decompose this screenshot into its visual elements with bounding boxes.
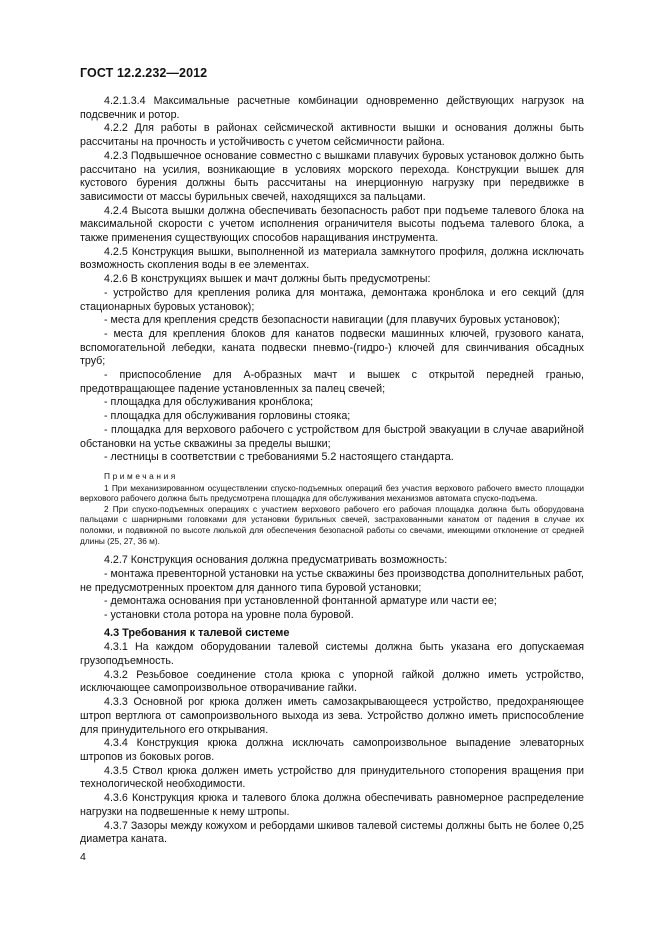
- paragraph: 4.2.7 Конструкция основания должна предусматривать возможность:: [104, 554, 448, 567]
- list-item: - места для крепления блоков для канатов подвески машинных ключей, грузового каната, вспомогательной лебедки, каната подвески пневмо-(гидро-) ключей для свинчивания обсадных труб;: [80, 327, 584, 368]
- list-item: - установки стола ротора на уровне пола буровой.: [104, 608, 354, 621]
- paragraph: 4.3.5 Ствол крюка должен иметь устройство для принудительного стопорения вращения при технологической необходимости.: [80, 764, 584, 791]
- paragraph: 4.2.4 Высота вышки должна обеспечивать безопасность работ при подъеме талевого блока на максимальной скорости с учетом исполнения ограничителя высоты подъема талевого блока, а также применения существующих способов наращивания инструмента.: [80, 204, 584, 245]
- list-item: - места для крепления средств безопасности навигации (для плавучих буровых установок);: [104, 314, 560, 327]
- list-item: - монтажа превенторной установки на устье скважины без производства дополнительных работ, не предусмотренных проектом для данного типа буровой установки;: [80, 567, 584, 594]
- paragraph: 4.2.1.3.4 Максимальные расчетные комбинации одновременно действующих нагрузок на подсвечник и ротор.: [80, 95, 584, 121]
- paragraph: 4.3.3 Основной рог крюка должен иметь самозакрывающееся устройство, предохраняющее штроп вертлюга от самопроизвольного выхода из зева. Устройство должно иметь приспособление для принудительного его открывания.: [80, 696, 584, 736]
- paragraph: 4.2.2 Для работы в районах сейсмической активности вышки и основания должны быть рассчитаны на прочность и устойчивость с учетом сейсмичности района.: [80, 122, 584, 149]
- list-item: - лестницы в соответствии с требованиями 5.2 настоящего стандарта.: [104, 451, 454, 464]
- section-heading: 4.3 Требования к талевой системе: [104, 626, 290, 639]
- paragraph: 4.3.7 Зазоры между кожухом и ребордами шкивов талевой системы должны быть не более 0,25 диаметра каната.: [80, 819, 584, 846]
- paragraph: 4.2.5 Конструкция вышки, выполненной из материала замкнутого профиля, должна исключать возможность скопления воды в ее элементах.: [80, 245, 584, 272]
- list-item: - площадка для обслуживания горловины стояка;: [104, 410, 351, 423]
- paragraph: 4.3.2 Резьбовое соединение стола крюка с упорной гайкой должно иметь устройство, исключающее самопроизвольное отворачивание гайки.: [80, 668, 584, 695]
- list-item: - приспособление для А-образных мачт и вышек с открытой передней гранью, предотвращающее падение установленных за палец свечей;: [80, 369, 584, 395]
- document-header: ГОСТ 12.2.232—2012: [80, 66, 208, 80]
- note-item: 2 При спуско-подъемных операциях с участием верхового рабочего его рабочая площадка должна быть оборудована пальцами с шарнирными головками для установки бурильных свечей, застрахованными канатом от падения в случае их поломки, и подвижной по высоте люлькой для обеспечения безопасной работы со свечами, имеющими отклонение от средней длины (25, 27, 36 м).: [80, 503, 584, 546]
- paragraph: 4.2.3 Подвышечное основание совместно с вышками плавучих буровых установок должно быть рассчитано на усилия, возникающие в условиях морского перехода. Конструкции вышек для кустового бурения должны быть рассчитаны на инерционную нагрузку при передвижке в зависимости от массы бурильных свечей, находящихся за пальцами.: [80, 149, 584, 203]
- list-item: - демонтажа основания при установленной фонтанной арматуре или части ее;: [104, 595, 497, 608]
- section-4-2-7: [80, 554, 584, 623]
- section-4-2-continued: [80, 95, 584, 465]
- note-item: 1 При механизированном осуществлении спуско-подъемных операций без участия верхового рабочего вместо площадки верхового рабочего должна быть предусмотрена площадка для обслуживания механизмов автомата спуско-подъема.: [80, 482, 584, 504]
- paragraph: 4.2.6 В конструкциях вышек и мачт должны быть предусмотрены:: [104, 273, 431, 286]
- list-item: - устройство для крепления ролика для монтажа, демонтажа кронблока и его секций (для стационарных буровых установок);: [80, 286, 584, 313]
- notes-title: Примечания: [104, 470, 178, 481]
- list-item: - площадка для обслуживания кронблока;: [104, 396, 314, 409]
- section-4-3: [80, 641, 584, 847]
- document-body: [80, 95, 584, 847]
- paragraph: 4.3.4 Конструкция крюка должна исключать самопроизвольное выпадение элеваторных штропов из боковых рогов.: [80, 737, 584, 763]
- notes-block: [80, 471, 584, 546]
- paragraph: 4.3.6 Конструкция крюка и талевого блока должна обеспечивать равномерное распределение нагрузки на подвешенные к нему штропы.: [80, 792, 584, 818]
- list-item: - площадка для верхового рабочего с устройством для быстрой эвакуации в случае аварийной обстановки на устье скважины за пределы вышки;: [80, 423, 584, 450]
- paragraph: 4.3.1 На каждом оборудовании талевой системы должна быть указана его допускаемая грузоподъемность.: [80, 641, 584, 668]
- page-number: 4: [80, 851, 86, 863]
